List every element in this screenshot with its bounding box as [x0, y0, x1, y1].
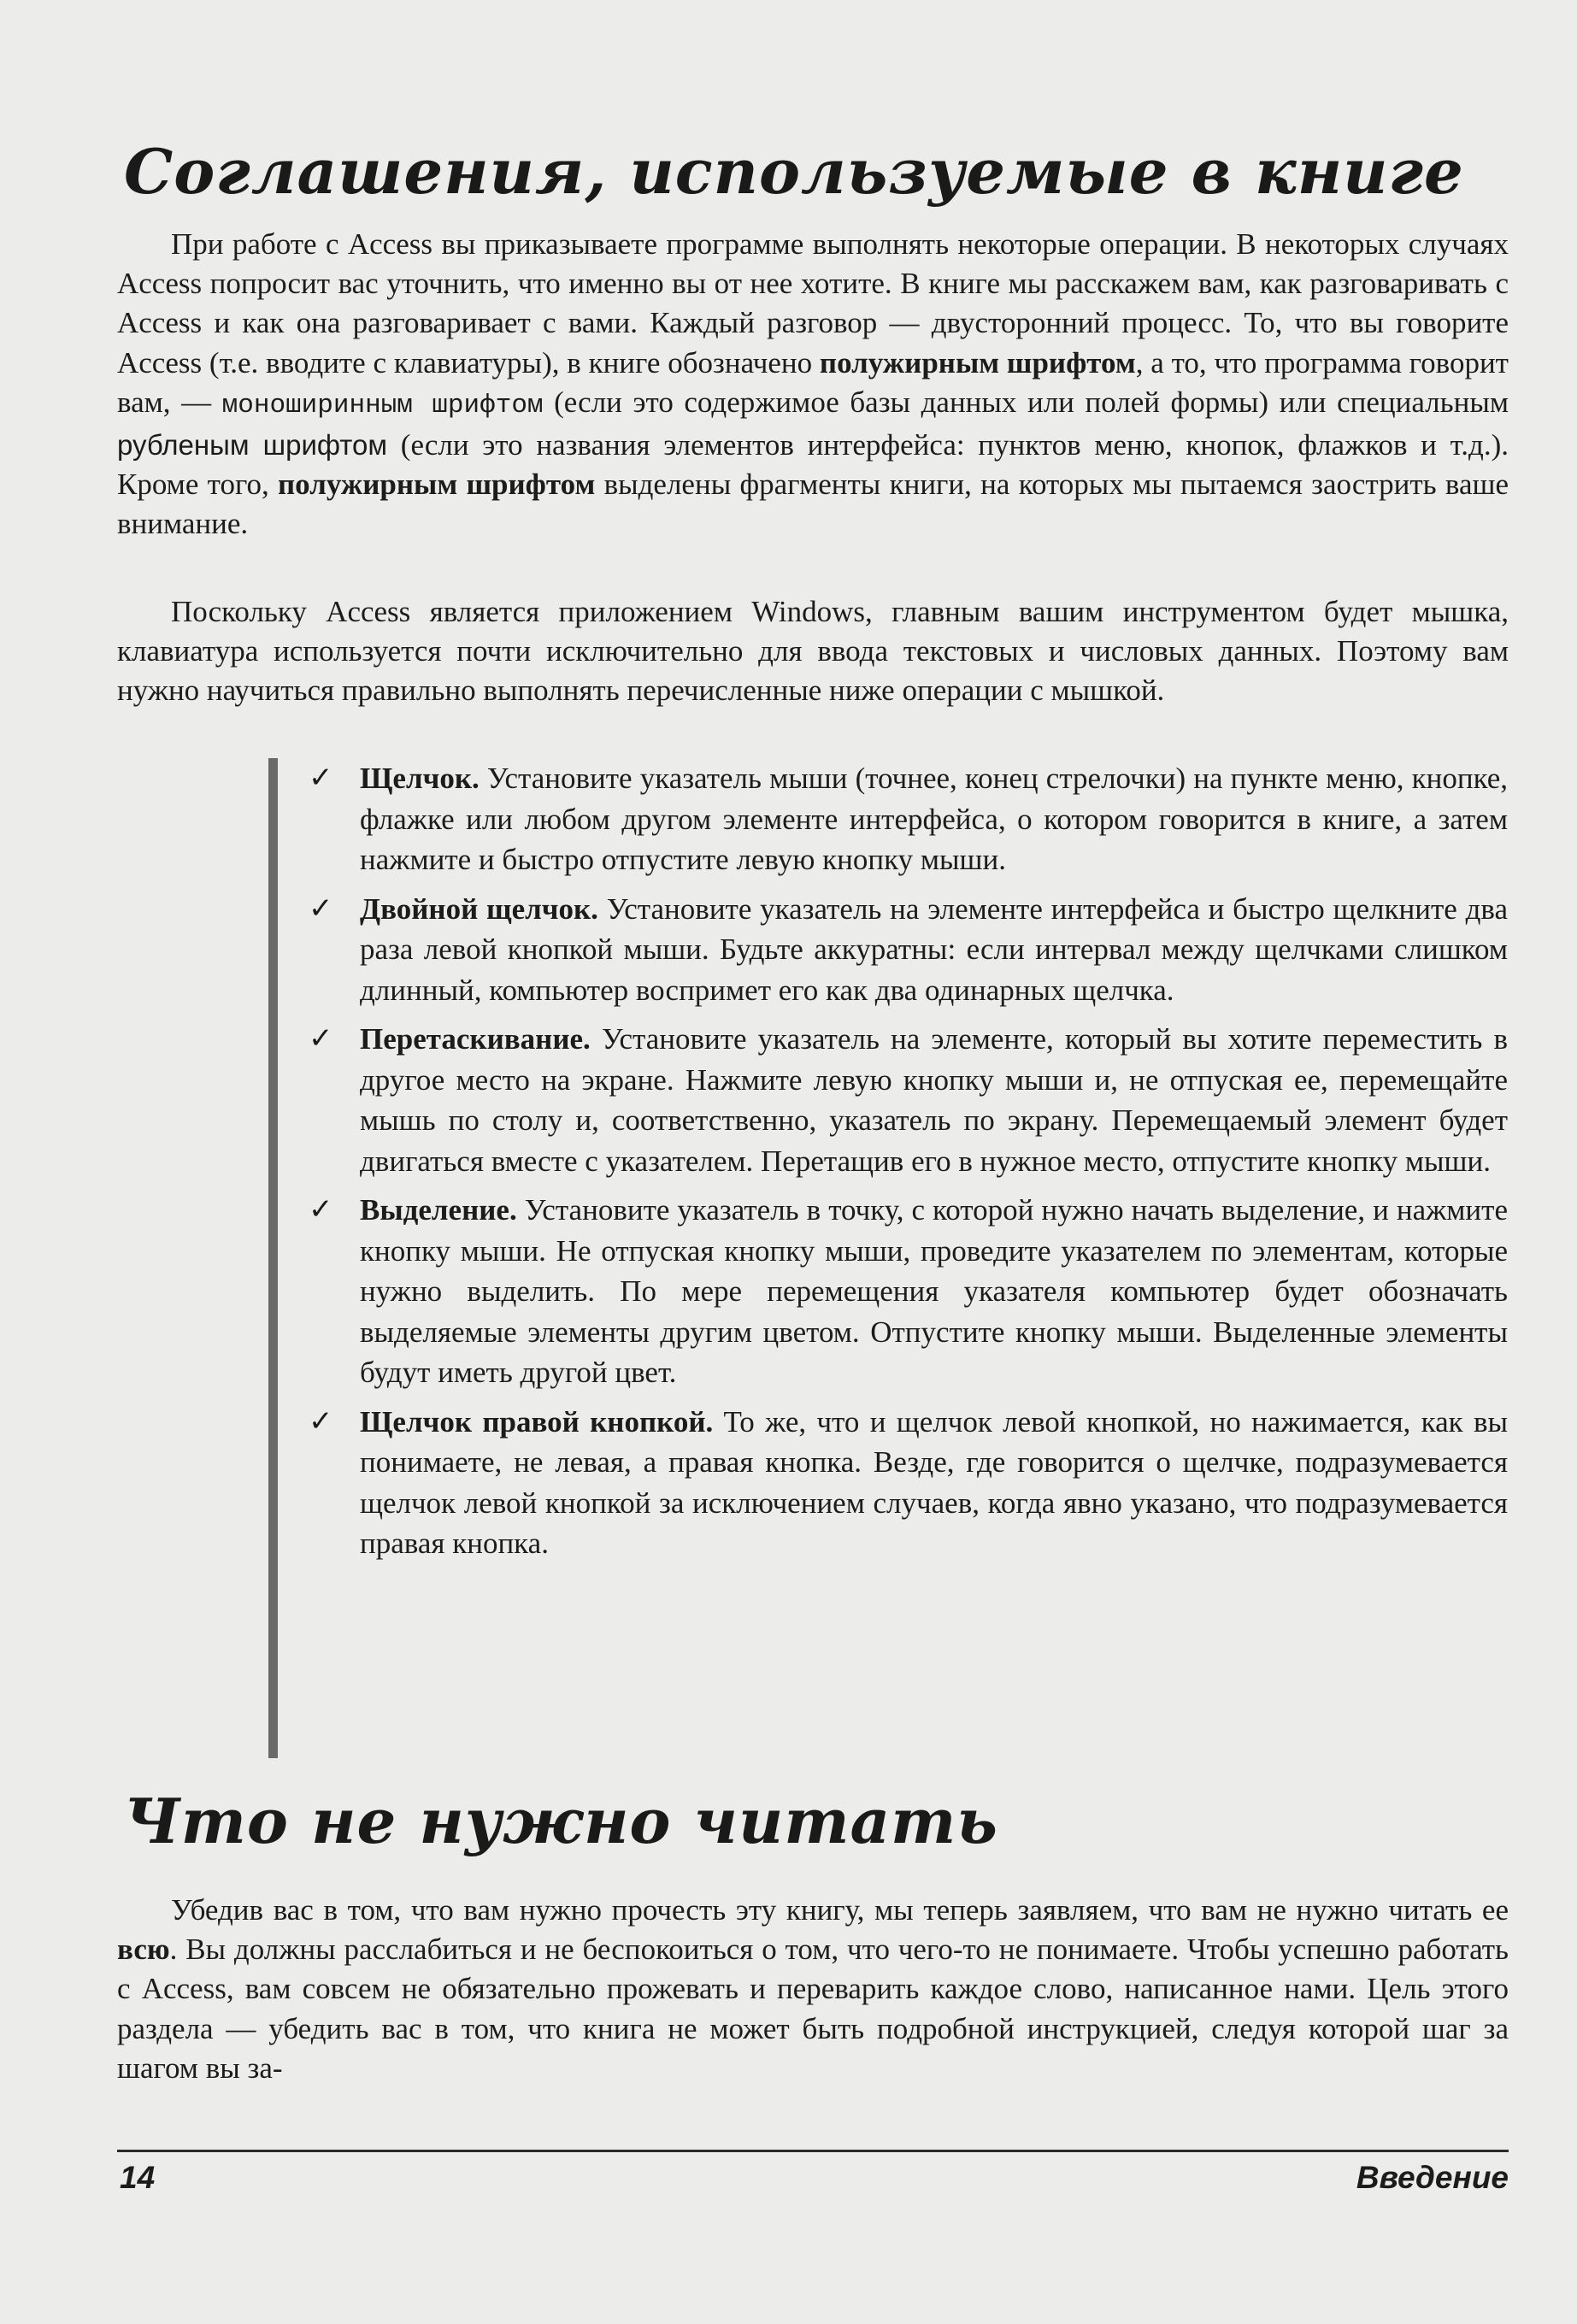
section-heading-conventions: Соглашения, используемые в книге — [124, 135, 1464, 208]
list-item-text: Установите указатель на элементе, который вы хотите переместить в другое место на экране. Нажмите левую кнопку мыши и, не отпуская ее, перемещайте мышь по столу и, соответственно, указатель по экрану. Перемещаемый элемент будет двигаться вместе с указателем. Перетащив его в нужное место, отпустите кнопку мыши. — [360, 1022, 1508, 1178]
text-run: , а то, что программа говорит вам, — — [117, 345, 1509, 419]
list-item-term: Щелчок правой кнопкой. — [360, 1404, 714, 1439]
paragraph-mouse-intro: Поскольку Access является приложением Windows, главным вашим инструментом будет мышка, клавиатура используется почти исключительно для ввода текстовых и числовых данных. Поэтому вам нужно научиться правильно выполнять перечисленные ниже операции с мышкой. — [117, 595, 1509, 708]
list-item — [278, 1019, 1508, 1181]
bold-run: всю — [117, 1933, 170, 1967]
running-footer-section: Введение — [1356, 2160, 1509, 2195]
list-item — [278, 889, 1508, 1011]
list-item — [278, 1402, 1508, 1564]
sans-run: рубленым шрифтом — [117, 429, 388, 462]
checkmark-icon: ✓ — [309, 761, 333, 795]
mouse-operations-list — [268, 758, 1508, 1758]
paragraph-conventions — [117, 225, 1509, 544]
text-run: . Вы должны расслабиться и не беспокоиться о том, что чего-то не понимаете. Чтобы успешно работать с Access, вам совсем не обязательно прожевать и переварить каждое слово, написанное нами. Цель этого раздела — убедить вас в том, что книга не может быть подробной инструкцией, следуя которой шаг за шагом вы за- — [117, 1933, 1509, 2085]
footer-divider — [117, 2150, 1509, 2152]
bold-run: полужирным шрифтом — [819, 345, 1136, 379]
list-item — [278, 1190, 1508, 1393]
checkmark-icon: ✓ — [309, 1192, 333, 1227]
list-item-term: Выделение. — [360, 1193, 517, 1227]
text-run: (если это названия элементов интерфейса: пунктов меню, кнопок, флажков и т.д.). Кроме того, — [117, 428, 1509, 502]
text-run: Убедив вас в том, что вам нужно прочесть эту книгу, мы теперь заявляем, что вам не нужно читать ее — [171, 1893, 1509, 1927]
page-number: 14 — [120, 2160, 156, 2195]
list-item-text: Установите указатель мыши (точнее, конец стрелочки) на пункте меню, кнопке, флажке или любом другом элементе интерфейса, о котором говорится в книге, а затем нажмите и быстро отпустите левую кнопку мыши. — [360, 762, 1508, 876]
list-item-term: Перетаскивание. — [360, 1022, 591, 1056]
bold-run: полужирным шрифтом — [277, 468, 596, 502]
list-item-term: Щелчок. — [360, 762, 480, 795]
list-item-text: Установите указатель в точку, с которой нужно начать выделение, и нажмите кнопку мыши. Не отпуская кнопку мыши, проведите указателем по элементам, которые нужно выделить. По мере перемещения указателя компьютер будет обозначать выделяемые элементы другим цветом. Отпустите кнопку мыши. Выделенные элементы будут иметь другой цвет. — [360, 1193, 1508, 1389]
text-run: выделены фрагменты книги, на которых мы пытаемся заострить ваше внимание. — [117, 468, 1509, 541]
checkmark-icon: ✓ — [309, 1021, 333, 1056]
section-heading-what-not-to-read: Что не нужно читать — [124, 1785, 998, 1857]
checkmark-icon: ✓ — [309, 1403, 333, 1439]
checkmark-icon: ✓ — [309, 891, 333, 926]
paragraph-what-not-to-read — [117, 1891, 1509, 2088]
list-item — [278, 758, 1508, 880]
list-item-text: Установите указатель на элементе интерфейса и быстро щелкните два раза левой кнопкой мыши. Будьте аккуратны: если интервал между щелчками слишком длинный, компьютер воспримет его как два одинарных щелчка. — [360, 891, 1508, 1007]
list-item-term: Двойной щелчок. — [360, 891, 598, 926]
monospace-run: моноширинным шрифтом — [221, 390, 544, 421]
list-item-text: То же, что и щелчок левой кнопкой, но нажимается, как вы понимаете, не левая, а правая кнопка. Везде, где говорится о щелчке, подразумевается щелчок левой кнопкой за исключением случаев, когда явно указано, что подразумевается правая кнопка. — [360, 1404, 1508, 1560]
text-run: При работе с Access вы приказываете программе выполнять некоторые операции. В некоторых случаях Access попросит вас уточнить, что именно вы от нее хотите. В книге мы расскажем вам, как разговаривать с Access и как она разговаривает с вами. Каждый разговор — двусторонний процесс. То, что вы говорите Access (т.е. вводите с клавиатуры), в книге обозначено — [117, 227, 1509, 379]
text-run: (если это содержимое базы данных или полей формы) или специальным — [543, 385, 1509, 419]
